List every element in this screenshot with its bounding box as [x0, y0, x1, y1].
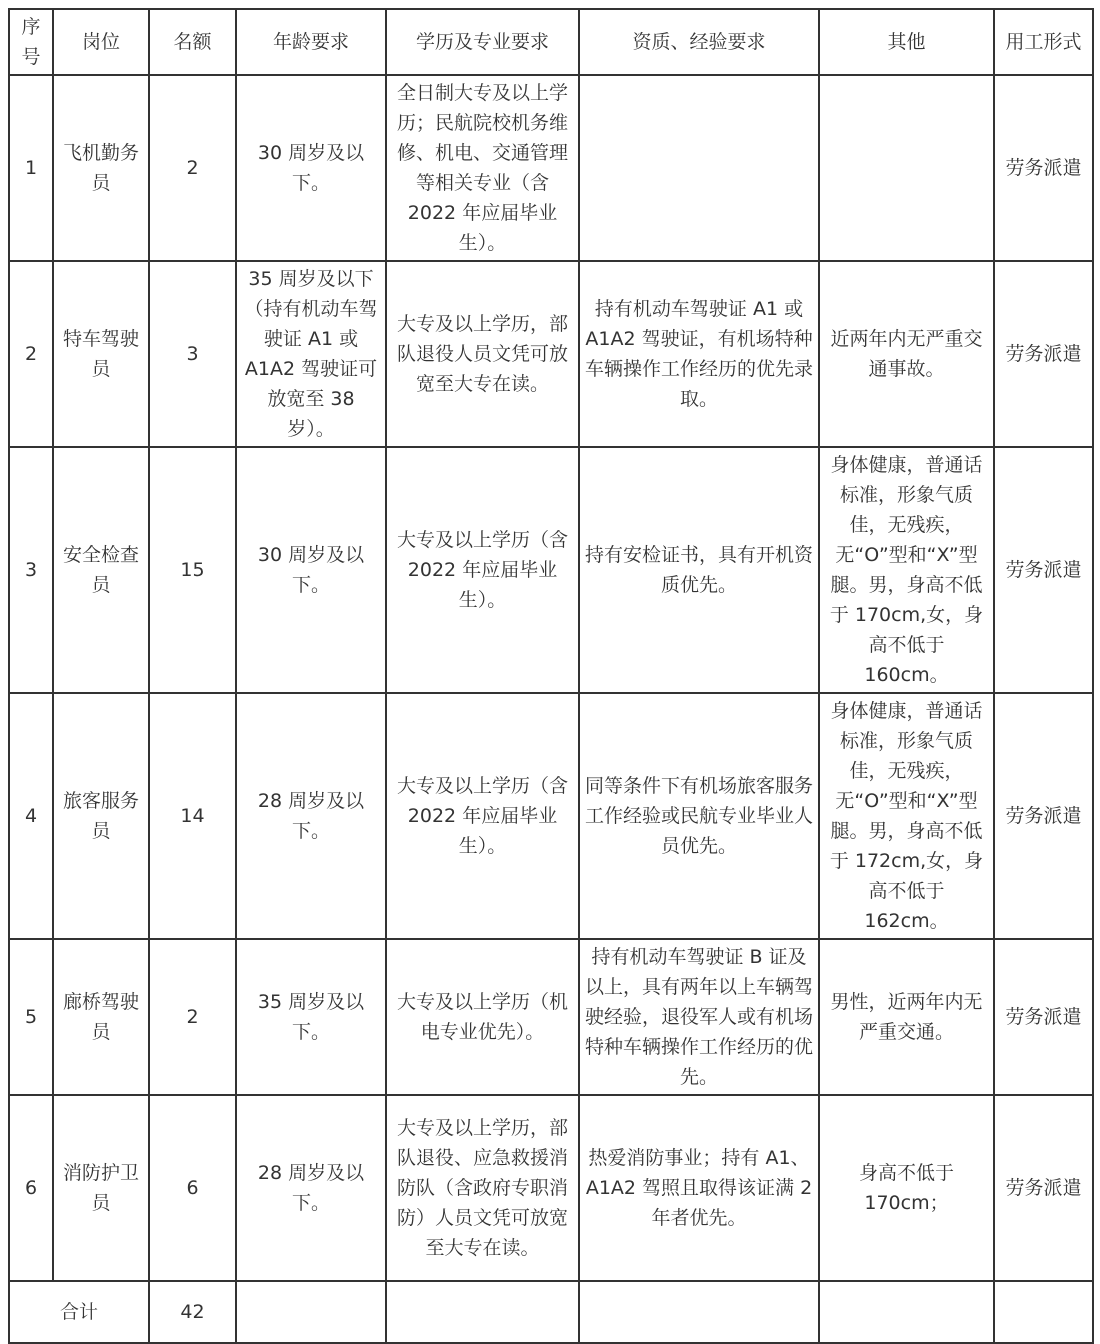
cell-employment-form: 劳务派遣 [994, 261, 1093, 447]
header-row [9, 9, 1093, 75]
cell-other: 身体健康，普通话标准，形象气质佳，无残疾，无“O”型和“X”型腿。男，身高不低于 172cm,女，身高不低于 162cm。 [819, 693, 994, 939]
cell-empty [994, 1281, 1093, 1343]
cell-empty [819, 1281, 994, 1343]
cell-age-requirement: 30 周岁及以下。 [236, 75, 386, 261]
cell-qualification-requirement: 持有机动车驾驶证 A1 或 A1A2 驾驶证，有机场特种车辆操作工作经历的优先录取。 [579, 261, 819, 447]
cell-quota: 3 [149, 261, 236, 447]
cell-other [819, 75, 994, 261]
cell-serial-number: 4 [9, 693, 53, 939]
cell-other: 近两年内无严重交通事故。 [819, 261, 994, 447]
header-qualification-requirement: 资质、经验要求 [579, 9, 819, 75]
table-row [9, 75, 1093, 261]
cell-employment-form: 劳务派遣 [994, 939, 1093, 1095]
cell-age-requirement: 28 周岁及以下。 [236, 1095, 386, 1281]
cell-age-requirement: 30 周岁及以下。 [236, 447, 386, 693]
cell-serial-number: 1 [9, 75, 53, 261]
header-other: 其他 [819, 9, 994, 75]
cell-empty [579, 1281, 819, 1343]
header-age-requirement: 年龄要求 [236, 9, 386, 75]
cell-serial-number: 5 [9, 939, 53, 1095]
header-position: 岗位 [53, 9, 149, 75]
header-employment-form: 用工形式 [994, 9, 1093, 75]
cell-education-requirement: 大专及以上学历，部队退役、应急救援消防队（含政府专职消防）人员文凭可放宽至大专在读。 [386, 1095, 579, 1281]
cell-position: 廊桥驾驶员 [53, 939, 149, 1095]
cell-quota: 15 [149, 447, 236, 693]
cell-education-requirement: 大专及以上学历，部队退役人员文凭可放宽至大专在读。 [386, 261, 579, 447]
table-row [9, 693, 1093, 939]
cell-position: 安全检查员 [53, 447, 149, 693]
cell-age-requirement: 35 周岁及以下（持有机动车驾驶证 A1 或 A1A2 驾驶证可放宽至 38 岁）。 [236, 261, 386, 447]
cell-empty [386, 1281, 579, 1343]
cell-quota: 2 [149, 939, 236, 1095]
cell-qualification-requirement: 同等条件下有机场旅客服务工作经验或民航专业毕业人员优先。 [579, 693, 819, 939]
cell-total-quota: 42 [149, 1281, 236, 1343]
cell-education-requirement: 全日制大专及以上学历；民航院校机务维修、机电、交通管理等相关专业（含 2022 年应届毕业生）。 [386, 75, 579, 261]
cell-position: 旅客服务员 [53, 693, 149, 939]
table-row [9, 261, 1093, 447]
cell-employment-form: 劳务派遣 [994, 75, 1093, 261]
cell-age-requirement: 28 周岁及以下。 [236, 693, 386, 939]
cell-quota: 2 [149, 75, 236, 261]
cell-position: 飞机勤务员 [53, 75, 149, 261]
cell-qualification-requirement [579, 75, 819, 261]
cell-serial-number: 3 [9, 447, 53, 693]
header-education-requirement: 学历及专业要求 [386, 9, 579, 75]
cell-position: 特车驾驶员 [53, 261, 149, 447]
cell-serial-number: 2 [9, 261, 53, 447]
cell-qualification-requirement: 热爱消防事业；持有 A1、A1A2 驾照且取得该证满 2 年者优先。 [579, 1095, 819, 1281]
cell-other: 男性，近两年内无严重交通。 [819, 939, 994, 1095]
cell-quota: 6 [149, 1095, 236, 1281]
header-serial-number: 序号 [9, 9, 53, 75]
cell-employment-form: 劳务派遣 [994, 1095, 1093, 1281]
cell-total-label: 合计 [9, 1281, 149, 1343]
cell-other: 身高不低于 170cm； [819, 1095, 994, 1281]
header-quota: 名额 [149, 9, 236, 75]
cell-empty [236, 1281, 386, 1343]
table-row [9, 447, 1093, 693]
cell-age-requirement: 35 周岁及以下。 [236, 939, 386, 1095]
cell-education-requirement: 大专及以上学历（机电专业优先）。 [386, 939, 579, 1095]
cell-education-requirement: 大专及以上学历（含 2022 年应届毕业生）。 [386, 693, 579, 939]
cell-qualification-requirement: 持有机动车驾驶证 B 证及以上，具有两年以上车辆驾驶经验，退役军人或有机场特种车辆操作工作经历的优先。 [579, 939, 819, 1095]
total-row [9, 1281, 1093, 1343]
cell-quota: 14 [149, 693, 236, 939]
table-row [9, 939, 1093, 1095]
cell-serial-number: 6 [9, 1095, 53, 1281]
recruitment-table [8, 8, 1094, 1344]
cell-education-requirement: 大专及以上学历（含 2022 年应届毕业生）。 [386, 447, 579, 693]
cell-other: 身体健康，普通话标准，形象气质佳，无残疾，无“O”型和“X”型腿。男，身高不低于 170cm,女，身高不低于 160cm。 [819, 447, 994, 693]
cell-employment-form: 劳务派遣 [994, 447, 1093, 693]
cell-employment-form: 劳务派遣 [994, 693, 1093, 939]
cell-position: 消防护卫员 [53, 1095, 149, 1281]
cell-qualification-requirement: 持有安检证书，具有开机资质优先。 [579, 447, 819, 693]
table-row [9, 1095, 1093, 1281]
